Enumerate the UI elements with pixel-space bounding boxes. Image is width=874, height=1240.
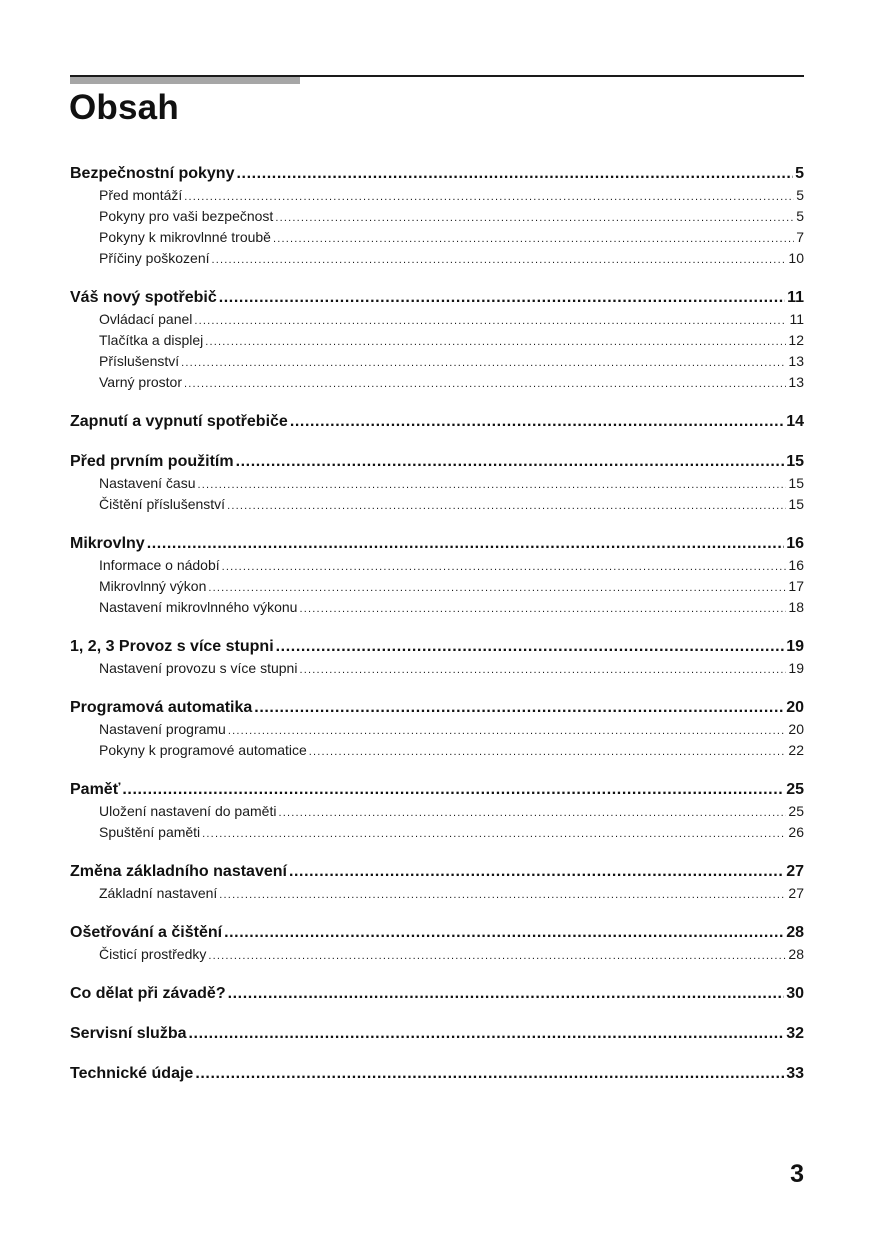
toc-chapter[interactable] — [70, 163, 804, 185]
toc-section-bezpecnostni-pokyny — [70, 163, 804, 269]
toc-section-1-2-3-provoz-s-vice-stupni — [70, 636, 804, 679]
toc-chapter[interactable] — [70, 697, 804, 719]
toc-entry-label: Technické údaje — [70, 1065, 194, 1082]
toc-entry-page: 28 — [788, 946, 804, 962]
toc-chapter[interactable] — [70, 533, 804, 555]
dot-leader — [236, 451, 785, 473]
dot-leader — [189, 1023, 785, 1045]
dot-leader — [122, 779, 784, 801]
toc-section-technicke-udaje — [70, 1063, 804, 1085]
toc-subentry[interactable] — [70, 944, 804, 965]
toc-entry-label: Váš nový spotřebič — [70, 289, 217, 306]
toc-section-co-delat-pri-zavade — [70, 983, 804, 1005]
toc-chapter[interactable] — [70, 1063, 804, 1085]
toc-entry-label: Pokyny k programové automatice — [99, 742, 307, 758]
toc-chapter[interactable] — [70, 779, 804, 801]
toc-entry-label: Ovládací panel — [99, 311, 193, 327]
dot-leader — [208, 576, 786, 599]
toc-entry-page: 15 — [788, 475, 804, 491]
toc-entry-label: Varný prostor — [99, 374, 182, 390]
dot-leader — [228, 719, 787, 742]
toc-entry-label: 1, 2, 3 Provoz s více stupni — [70, 638, 274, 655]
toc-entry-label: Bezpečnostní pokyny — [70, 165, 235, 182]
toc-section-zapnuti-a-vypnuti-spotrebice — [70, 411, 804, 433]
toc-entry-label: Zapnutí a vypnutí spotřebiče — [70, 413, 288, 430]
toc-entry-page: 11 — [787, 289, 804, 306]
dot-leader — [290, 411, 784, 433]
toc-entry-label: Před montáží — [99, 187, 183, 203]
toc-entry-label: Změna základního nastavení — [70, 863, 287, 880]
dot-leader — [299, 597, 786, 620]
table-of-contents — [70, 163, 804, 1103]
toc-entry-page: 19 — [788, 660, 804, 676]
dot-leader — [184, 185, 794, 208]
toc-entry-label: Před prvním použitím — [70, 453, 234, 470]
toc-chapter[interactable] — [70, 636, 804, 658]
dot-leader — [227, 494, 786, 517]
dot-leader — [222, 555, 787, 578]
toc-entry-page: 13 — [788, 374, 804, 390]
dot-leader — [205, 330, 786, 353]
dot-leader — [224, 922, 784, 944]
header-accent-bar — [70, 77, 300, 84]
toc-entry-label: Ošetřování a čištění — [70, 924, 223, 941]
dot-leader — [228, 983, 785, 1005]
toc-entry-page: 14 — [786, 413, 804, 430]
toc-entry-label: Pokyny pro vaši bezpečnost — [99, 208, 274, 224]
toc-subentry[interactable] — [70, 473, 804, 494]
toc-chapter[interactable] — [70, 451, 804, 473]
toc-entry-label: Mikrovlny — [70, 535, 145, 552]
dot-leader — [195, 1063, 784, 1085]
toc-section-programova-automatika — [70, 697, 804, 761]
toc-subentry[interactable] — [70, 822, 804, 843]
toc-subentry[interactable] — [70, 719, 804, 740]
dot-leader — [254, 697, 784, 719]
toc-entry-page: 33 — [786, 1065, 804, 1082]
toc-section-pred-prvnim-pouzitim — [70, 451, 804, 515]
toc-entry-label: Mikrovlnný výkon — [99, 578, 207, 594]
page-number: 3 — [790, 1160, 804, 1188]
toc-subentry[interactable] — [70, 309, 804, 330]
toc-entry-page: 5 — [796, 208, 804, 224]
toc-chapter[interactable] — [70, 861, 804, 883]
dot-leader — [181, 351, 786, 374]
toc-entry-page: 32 — [786, 1025, 804, 1042]
dot-leader — [212, 248, 787, 271]
toc-entry-page: 26 — [788, 824, 804, 840]
toc-entry-label: Nastavení mikrovlnného výkonu — [99, 599, 298, 615]
toc-entry-page: 12 — [788, 332, 804, 348]
toc-subentry[interactable] — [70, 597, 804, 618]
toc-entry-page: 17 — [788, 578, 804, 594]
toc-entry-page: 13 — [788, 353, 804, 369]
toc-entry-page: 15 — [786, 453, 804, 470]
toc-entry-page: 28 — [786, 924, 804, 941]
dot-leader — [289, 861, 784, 883]
dot-leader — [275, 206, 794, 229]
dot-leader — [236, 163, 793, 185]
toc-entry-page: 20 — [786, 699, 804, 716]
toc-section-zmena-zakladniho-nastaveni — [70, 861, 804, 904]
toc-subentry[interactable] — [70, 227, 804, 248]
toc-entry-label: Spuštění paměti — [99, 824, 201, 840]
toc-subentry[interactable] — [70, 206, 804, 227]
toc-subentry[interactable] — [70, 576, 804, 597]
toc-subentry[interactable] — [70, 801, 804, 822]
toc-entry-label: Čisticí prostředky — [99, 946, 207, 962]
toc-section-vas-novy-spotrebic — [70, 287, 804, 393]
dot-leader — [299, 658, 786, 681]
toc-entry-label: Nastavení provozu s více stupni — [99, 660, 298, 676]
toc-entry-page: 27 — [788, 885, 804, 901]
toc-entry-page: 30 — [786, 985, 804, 1002]
toc-subentry[interactable] — [70, 351, 804, 372]
dot-leader — [219, 883, 786, 906]
toc-entry-page: 5 — [796, 187, 804, 203]
dot-leader — [147, 533, 785, 555]
toc-entry-label: Programová automatika — [70, 699, 253, 716]
toc-entry-page: 11 — [789, 311, 804, 327]
toc-entry-label: Co dělat při závadě? — [70, 985, 226, 1002]
toc-subentry[interactable] — [70, 372, 804, 393]
toc-subentry[interactable] — [70, 185, 804, 206]
toc-chapter[interactable] — [70, 411, 804, 433]
toc-entry-label: Příčiny poškození — [99, 250, 210, 266]
toc-section-servisni-sluzba — [70, 1023, 804, 1045]
toc-subentry[interactable] — [70, 494, 804, 515]
toc-subentry[interactable] — [70, 658, 804, 679]
toc-entry-page: 15 — [788, 496, 804, 512]
dot-leader — [194, 309, 787, 332]
toc-entry-label: Nastavení programu — [99, 721, 226, 737]
dot-leader — [208, 944, 786, 967]
toc-subentry[interactable] — [70, 248, 804, 269]
toc-entry-label: Nastavení času — [99, 475, 196, 491]
toc-entry-label: Pokyny k mikrovlnné troubě — [99, 229, 271, 245]
toc-subentry[interactable] — [70, 555, 804, 576]
toc-entry-label: Tlačítka a displej — [99, 332, 204, 348]
toc-entry-page: 5 — [795, 165, 804, 182]
toc-entry-page: 22 — [788, 742, 804, 758]
toc-entry-label: Čištění příslušenství — [99, 496, 226, 512]
page-title: Obsah — [69, 88, 179, 127]
dot-leader — [202, 822, 786, 845]
toc-section-pamet — [70, 779, 804, 843]
toc-entry-page: 18 — [788, 599, 804, 615]
toc-chapter[interactable] — [70, 287, 804, 309]
dot-leader — [276, 636, 785, 658]
toc-entry-label: Základní nastavení — [99, 885, 218, 901]
toc-subentry[interactable] — [70, 740, 804, 761]
dot-leader — [273, 227, 794, 250]
dot-leader — [184, 372, 786, 395]
dot-leader — [219, 287, 785, 309]
toc-entry-page: 20 — [788, 721, 804, 737]
toc-entry-label: Příslušenství — [99, 353, 180, 369]
toc-entry-page: 10 — [788, 250, 804, 266]
toc-entry-page: 16 — [786, 535, 804, 552]
toc-chapter[interactable] — [70, 1023, 804, 1045]
toc-entry-label: Servisní služba — [70, 1025, 187, 1042]
toc-entry-page: 16 — [788, 557, 804, 573]
dot-leader — [198, 473, 787, 496]
toc-chapter[interactable] — [70, 922, 804, 944]
dot-leader — [278, 801, 786, 824]
toc-chapter[interactable] — [70, 983, 804, 1005]
dot-leader — [309, 740, 787, 763]
toc-entry-label: Informace o nádobí — [99, 557, 220, 573]
toc-entry-page: 25 — [788, 803, 804, 819]
toc-entry-label: Uložení nastavení do paměti — [99, 803, 277, 819]
toc-entry-page: 19 — [786, 638, 804, 655]
toc-section-osetrovani-a-cisteni — [70, 922, 804, 965]
toc-entry-page: 25 — [786, 781, 804, 798]
toc-section-mikrovlny — [70, 533, 804, 618]
toc-entry-page: 7 — [796, 229, 804, 245]
toc-entry-page: 27 — [786, 863, 804, 880]
toc-subentry[interactable] — [70, 883, 804, 904]
toc-entry-label: Paměť — [70, 781, 121, 798]
toc-subentry[interactable] — [70, 330, 804, 351]
